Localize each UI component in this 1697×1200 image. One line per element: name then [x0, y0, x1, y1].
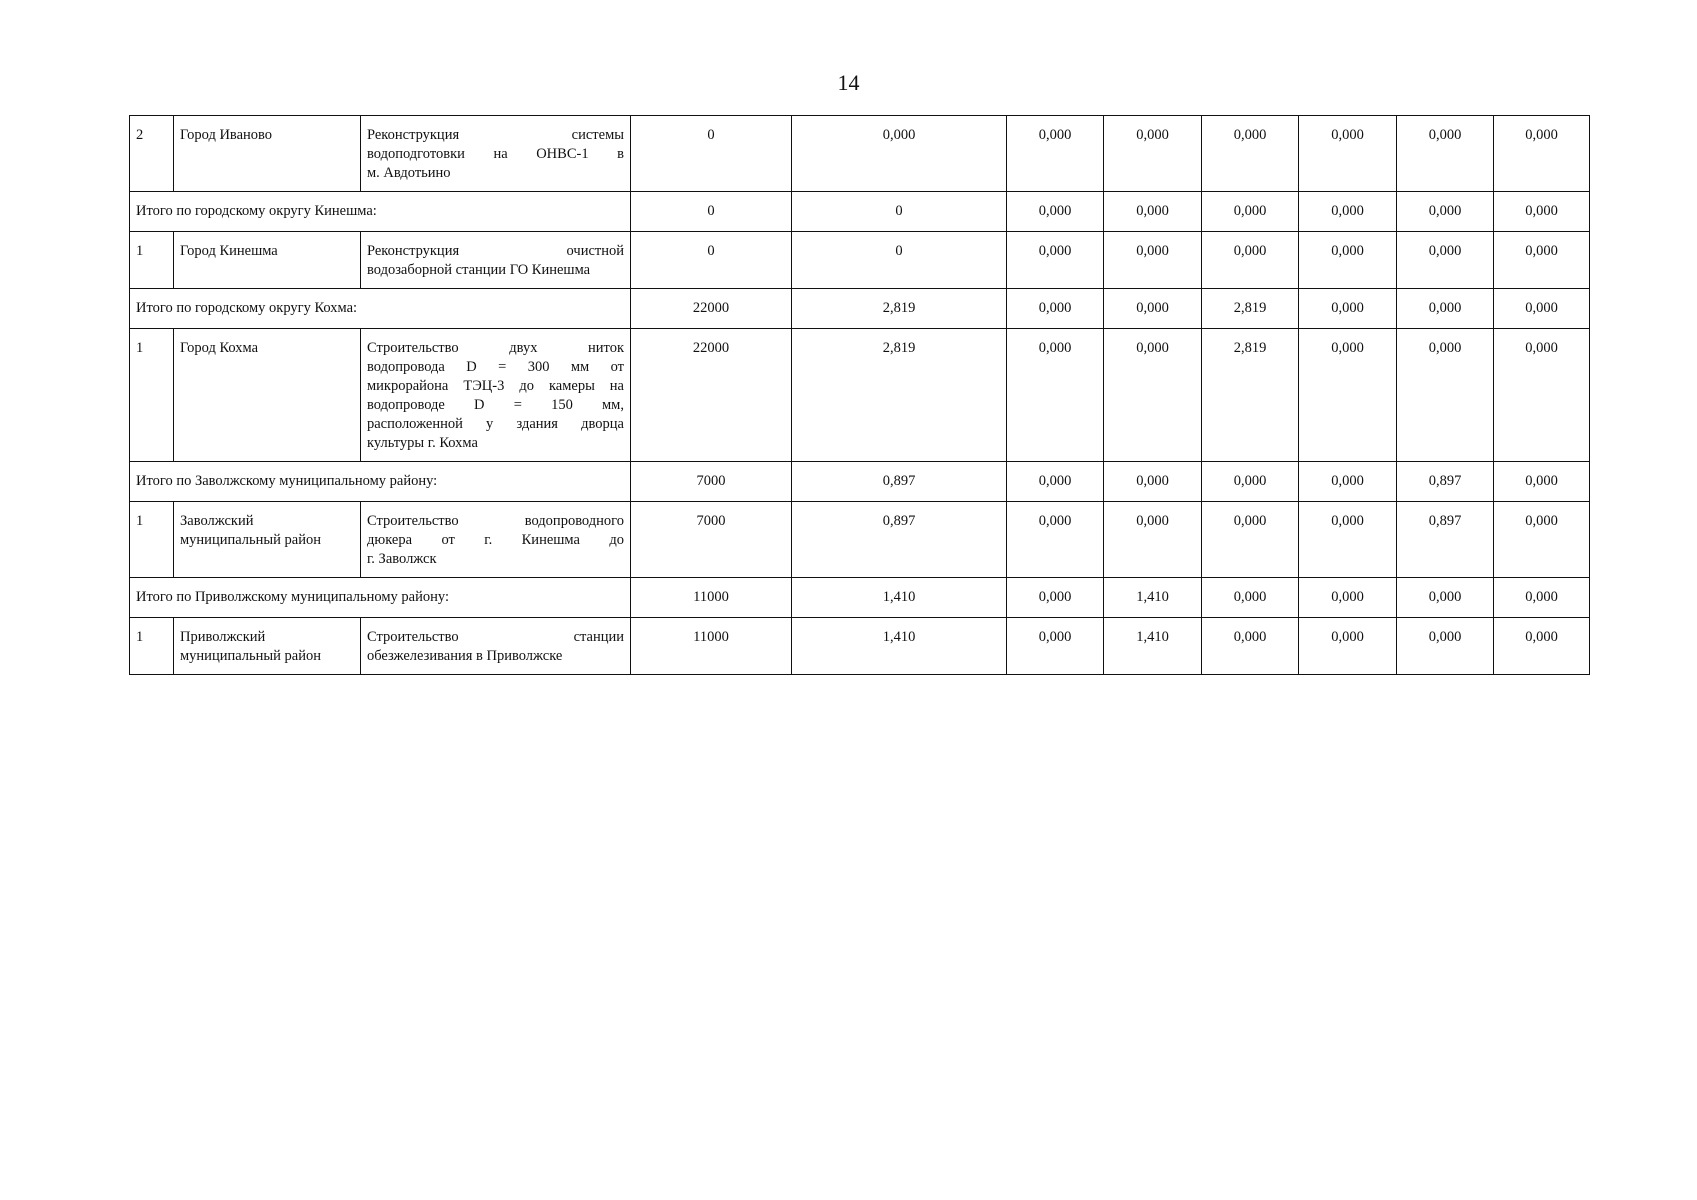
- table-row: [130, 329, 1590, 462]
- table-body: [130, 116, 1590, 675]
- table-row-total: [130, 462, 1590, 502]
- value-cell: 1,410: [1104, 618, 1202, 675]
- value-cell: 0: [792, 192, 1007, 232]
- value-cell: 22000: [631, 289, 792, 329]
- value-cell: 0,000: [1299, 289, 1397, 329]
- value-cell: 0,000: [1299, 116, 1397, 192]
- value-cell: 0,000: [1494, 578, 1590, 618]
- value-cell: 0,000: [1299, 192, 1397, 232]
- value-cell: 0,897: [792, 502, 1007, 578]
- value-cell: 0,000: [1397, 232, 1494, 289]
- value-cell: 0,000: [1202, 232, 1299, 289]
- value-cell: 0,000: [1104, 462, 1202, 502]
- value-cell: 0,000: [1299, 462, 1397, 502]
- value-cell: 0: [792, 232, 1007, 289]
- value-cell: 0,000: [1397, 192, 1494, 232]
- table-row-total: [130, 289, 1590, 329]
- row-index: 1: [130, 502, 174, 578]
- value-cell: 0,000: [1202, 578, 1299, 618]
- value-cell: 0,000: [1202, 192, 1299, 232]
- value-cell: 0,000: [1397, 289, 1494, 329]
- value-cell: 2,819: [792, 329, 1007, 462]
- description-line: водозаборной станции ГО Кинешма: [367, 262, 591, 278]
- project-description: [361, 618, 631, 675]
- value-cell: 0,000: [792, 116, 1007, 192]
- description-line: Строительство двух ниток: [367, 340, 624, 356]
- value-cell: 0,000: [1397, 116, 1494, 192]
- value-cell: 0,000: [1007, 578, 1104, 618]
- description-line: водопровода D = 300 мм от: [367, 359, 624, 375]
- total-label: Итого по Заволжскому муниципальному району:: [130, 462, 631, 502]
- total-label: Итого по городскому округу Кинешма:: [130, 192, 631, 232]
- project-description: [361, 116, 631, 192]
- description-line: водоподготовки на ОНВС-1 в: [367, 146, 624, 162]
- value-cell: 0,000: [1104, 502, 1202, 578]
- value-cell: 7000: [631, 502, 792, 578]
- value-cell: 0,000: [1007, 289, 1104, 329]
- value-cell: 2,819: [1202, 289, 1299, 329]
- value-cell: 1,410: [792, 618, 1007, 675]
- value-cell: 0,000: [1202, 502, 1299, 578]
- page-number: 14: [837, 70, 860, 95]
- municipality-name: Город Кохма: [174, 329, 361, 462]
- description-line: м. Авдотьино: [367, 165, 451, 181]
- value-cell: 11000: [631, 578, 792, 618]
- project-description: [361, 502, 631, 578]
- value-cell: 0,000: [1104, 116, 1202, 192]
- value-cell: 0: [631, 116, 792, 192]
- value-cell: 0,897: [1397, 462, 1494, 502]
- total-label: Итого по Приволжскому муниципальному району:: [130, 578, 631, 618]
- value-cell: 0: [631, 232, 792, 289]
- description-line: обезжелезивания в Приволжске: [367, 648, 563, 664]
- description-line: дюкера от г. Кинешма до: [367, 532, 624, 548]
- value-cell: 0,000: [1494, 289, 1590, 329]
- value-cell: 0,000: [1007, 329, 1104, 462]
- value-cell: 0,000: [1494, 232, 1590, 289]
- total-label: Итого по городскому округу Кохма:: [130, 289, 631, 329]
- description-line: Строительство водопроводного: [367, 513, 624, 529]
- description-line: Реконструкция очистной: [367, 243, 624, 259]
- value-cell: 0,000: [1104, 232, 1202, 289]
- value-cell: 0,000: [1104, 329, 1202, 462]
- value-cell: 0,000: [1104, 289, 1202, 329]
- value-cell: 0,000: [1397, 329, 1494, 462]
- description-line: расположенной у здания дворца: [367, 416, 624, 432]
- value-cell: 0,000: [1007, 462, 1104, 502]
- value-cell: 22000: [631, 329, 792, 462]
- description-line: Строительство станции: [367, 629, 624, 645]
- project-description: [361, 232, 631, 289]
- value-cell: 0,000: [1494, 618, 1590, 675]
- value-cell: 0,000: [1494, 116, 1590, 192]
- value-cell: 0,000: [1007, 502, 1104, 578]
- value-cell: 0,000: [1299, 329, 1397, 462]
- table-row: [130, 232, 1590, 289]
- value-cell: 2,819: [792, 289, 1007, 329]
- description-line: Реконструкция системы: [367, 127, 624, 143]
- value-cell: 0,000: [1397, 618, 1494, 675]
- municipality-name: Город Иваново: [174, 116, 361, 192]
- value-cell: 0,000: [1299, 618, 1397, 675]
- value-cell: 0,000: [1202, 618, 1299, 675]
- description-line: культуры г. Кохма: [367, 435, 478, 451]
- value-cell: 0,000: [1007, 618, 1104, 675]
- table-row-total: [130, 192, 1590, 232]
- description-line: микрорайона ТЭЦ-3 до камеры на: [367, 378, 624, 394]
- investment-table: [129, 115, 1590, 675]
- value-cell: 11000: [631, 618, 792, 675]
- table-row: [130, 618, 1590, 675]
- value-cell: 0,000: [1299, 232, 1397, 289]
- municipality-name: Приволжский муниципальный район: [174, 618, 361, 675]
- project-description: [361, 329, 631, 462]
- row-index: 1: [130, 329, 174, 462]
- value-cell: 0,000: [1494, 502, 1590, 578]
- value-cell: 0,000: [1397, 578, 1494, 618]
- value-cell: 0,000: [1494, 329, 1590, 462]
- row-index: 1: [130, 618, 174, 675]
- value-cell: 1,410: [1104, 578, 1202, 618]
- value-cell: 0: [631, 192, 792, 232]
- table-row: [130, 502, 1590, 578]
- value-cell: 0,000: [1007, 232, 1104, 289]
- value-cell: 0,000: [1494, 192, 1590, 232]
- value-cell: 0,897: [792, 462, 1007, 502]
- municipality-name: Город Кинешма: [174, 232, 361, 289]
- value-cell: 2,819: [1202, 329, 1299, 462]
- row-index: 1: [130, 232, 174, 289]
- value-cell: 0,000: [1007, 116, 1104, 192]
- value-cell: 0,000: [1299, 578, 1397, 618]
- value-cell: 0,000: [1299, 502, 1397, 578]
- value-cell: 0,000: [1007, 192, 1104, 232]
- value-cell: 0,000: [1494, 462, 1590, 502]
- value-cell: 0,897: [1397, 502, 1494, 578]
- value-cell: 0,000: [1104, 192, 1202, 232]
- description-line: г. Заволжск: [367, 551, 437, 567]
- description-line: водопроводе D = 150 мм,: [367, 397, 624, 413]
- table-row-total: [130, 578, 1590, 618]
- value-cell: 0,000: [1202, 116, 1299, 192]
- table-row: [130, 116, 1590, 192]
- value-cell: 0,000: [1202, 462, 1299, 502]
- municipality-name: Заволжский муниципальный район: [174, 502, 361, 578]
- value-cell: 7000: [631, 462, 792, 502]
- row-index: 2: [130, 116, 174, 192]
- value-cell: 1,410: [792, 578, 1007, 618]
